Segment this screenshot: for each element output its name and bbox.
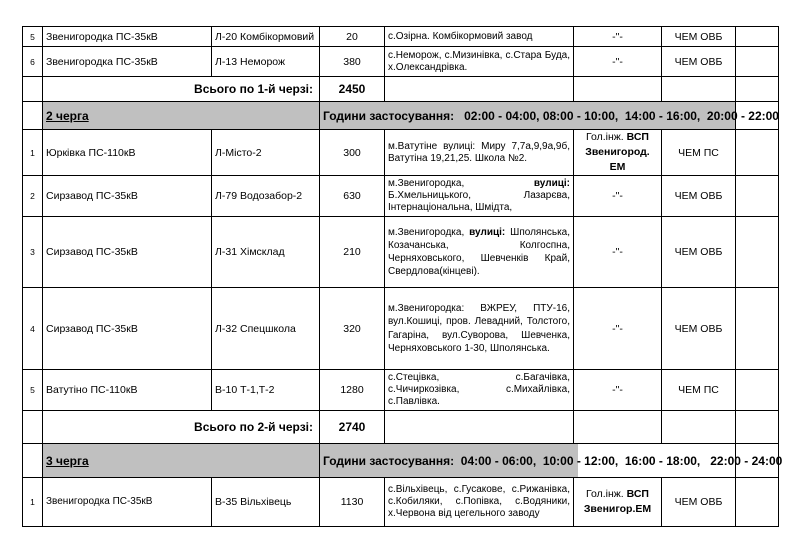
responsible-org: ВСП [626,488,649,500]
row-number: 3 [23,217,43,288]
executor-cell: ЧЕМ ОВБ [662,217,736,288]
responsible-prefix: Гол.інж. [586,131,624,143]
empty-cell [662,77,736,102]
table-row [23,478,779,527]
row-number: 4 [23,288,43,370]
area-cell [385,217,574,288]
total-label: Всього по 2-й черзі: [43,411,320,444]
empty-cell [736,478,779,527]
queue-header-3 [23,444,779,478]
responsible-cell [574,130,662,176]
executor-cell: ЧЕМ ОВБ [662,478,736,527]
executor-cell: ЧЕМ ПС [662,130,736,176]
total-row-queue-2 [23,411,779,444]
table-row [23,288,779,370]
total-value: 2450 [320,77,385,102]
executor-cell: ЧЕМ ПС [662,370,736,411]
empty-cell [23,411,43,444]
line-cell: Л-20 Комбікормовий [212,27,320,47]
executor-cell: ЧЕМ ОВБ [662,27,736,47]
line-cell: Л-32 Спецшкола [212,288,320,370]
responsible-cell: -"- [574,288,662,370]
substation-cell: Сирзавод ПС-35кВ [43,288,212,370]
queue-hours: Години застосування: 02:00 - 04:00, 08:00 - 10:00, 14:00 - 16:00, 20:00 - 22:00 [320,102,736,130]
empty-cell [736,176,779,217]
power-cell: 380 [320,47,385,77]
line-cell: Л-Місто-2 [212,130,320,176]
area-rest: Б.Хмельницького, Лазарєва, Інтернаціональна, Шмідта, [388,190,570,213]
empty-cell [662,411,736,444]
total-row-queue-1 [23,77,779,102]
empty-cell [574,77,662,102]
substation-cell: Сирзавод ПС-35кВ [43,176,212,217]
substation-cell: Звенигородка ПС-35кВ [43,478,212,527]
area-cell: с.Стецівка, с.Багачівка, с.Чичиркозівка, с.Михайлівка, с.Павлівка. [385,370,574,411]
area-cell [385,176,574,217]
executor-cell: ЧЕМ ОВБ [662,288,736,370]
empty-cell [736,27,779,47]
empty-cell [385,77,574,102]
table-row [23,47,779,77]
responsible-cell [574,478,662,527]
responsible-cell: -"- [574,370,662,411]
empty-cell [736,130,779,176]
responsible-cell: -"- [574,217,662,288]
empty-cell [574,411,662,444]
power-cell: 630 [320,176,385,217]
total-value: 2740 [320,411,385,444]
empty-cell [736,217,779,288]
responsible-org: ВСП [626,131,649,143]
queue-name: 2 черга [43,102,320,130]
empty-cell [736,411,779,444]
power-outage-schedule-table [22,26,783,527]
substation-cell: Юрківка ПС-110кВ [43,130,212,176]
responsible-cell: -"- [574,47,662,77]
area-prefix: м.Звенигородка, [388,227,465,238]
empty-cell [385,411,574,444]
line-cell: Л-31 Хімсклад [212,217,320,288]
table-row [23,27,779,47]
area-cell: с.Вільхівець, с.Гусакове, с.Рижанівка, с.Кобиляки, с.Попівка, с.Водяники, х.Червона від цегельного заводу [385,478,574,527]
row-number: 5 [23,370,43,411]
responsible-cell: -"- [574,27,662,47]
row-number: 1 [23,478,43,527]
empty-cell [736,288,779,370]
queue-hours: Години застосування: 04:00 - 06:00, 10:00 - 12:00, 16:00 - 18:00, 22:00 - 24:00 [323,453,783,468]
area-prefix: м.Звенигородка, [388,178,465,189]
power-cell: 320 [320,288,385,370]
row-number: 2 [23,176,43,217]
table-row [23,370,779,411]
queue-header-2 [23,102,779,130]
area-streets-label: вулиці: [469,227,506,238]
empty-cell [736,77,779,102]
power-cell: 1130 [320,478,385,527]
queue-name: 3 черга [43,444,320,478]
empty-cell [736,370,779,411]
total-label: Всього по 1-й черзі: [43,77,320,102]
substation-cell: Ватутіно ПС-110кВ [43,370,212,411]
power-cell: 300 [320,130,385,176]
area-cell: с.Озірна. Комбікормовий завод [385,27,574,47]
line-cell: Л-13 Неморож [212,47,320,77]
line-cell: Л-79 Водозабор-2 [212,176,320,217]
empty-cell [736,47,779,77]
empty-cell [23,102,43,130]
area-cell: м.Звенигородка: ВЖРЕУ, ПТУ-16, вул.Кошиці, пров. Левадний, Толстого, Гагаріна, вул.Суворова, Шевченка, Черняховського 1-30, Шполянська. [385,288,574,370]
row-number: 1 [23,130,43,176]
responsible-unit: Звенигород. ЕМ [585,146,650,173]
empty-cell [23,77,43,102]
empty-cell [23,444,43,478]
substation-cell: Сирзавод ПС-35кВ [43,217,212,288]
power-cell: 20 [320,27,385,47]
table-row [23,176,779,217]
responsible-unit: Звенигор.ЕМ [583,503,652,515]
substation-cell: Звенигородка ПС-35кВ [43,27,212,47]
responsible-prefix: Гол.інж. [586,488,624,500]
area-streets-label: вулиці: [533,178,570,189]
executor-cell: ЧЕМ ОВБ [662,47,736,77]
executor-cell: ЧЕМ ОВБ [662,176,736,217]
responsible-cell: -"- [574,176,662,217]
substation-cell: Звенигородка ПС-35кВ [43,47,212,77]
line-cell: В-35 Вільхівець [212,478,320,527]
area-cell: м.Ватутіне вулиці: Миру 7,7а,9,9а,9б, Ватутіна 19,21,25. Школа №2. [385,130,574,176]
row-number: 5 [23,27,43,47]
power-cell: 210 [320,217,385,288]
power-cell: 1280 [320,370,385,411]
row-number: 6 [23,47,43,77]
table-row [23,217,779,288]
area-cell: с.Неморож, с.Мизинівка, с.Стара Буда, х.Олександрівка. [385,47,574,77]
line-cell: В-10 Т-1,Т-2 [212,370,320,411]
area-rest: Шполянська, Козачанська, Колгоспна, Черняховського, Шевченків Край, Свердлова(кінцеві). [388,227,571,277]
table-row [23,130,779,176]
queue-hours-cell [320,444,783,478]
